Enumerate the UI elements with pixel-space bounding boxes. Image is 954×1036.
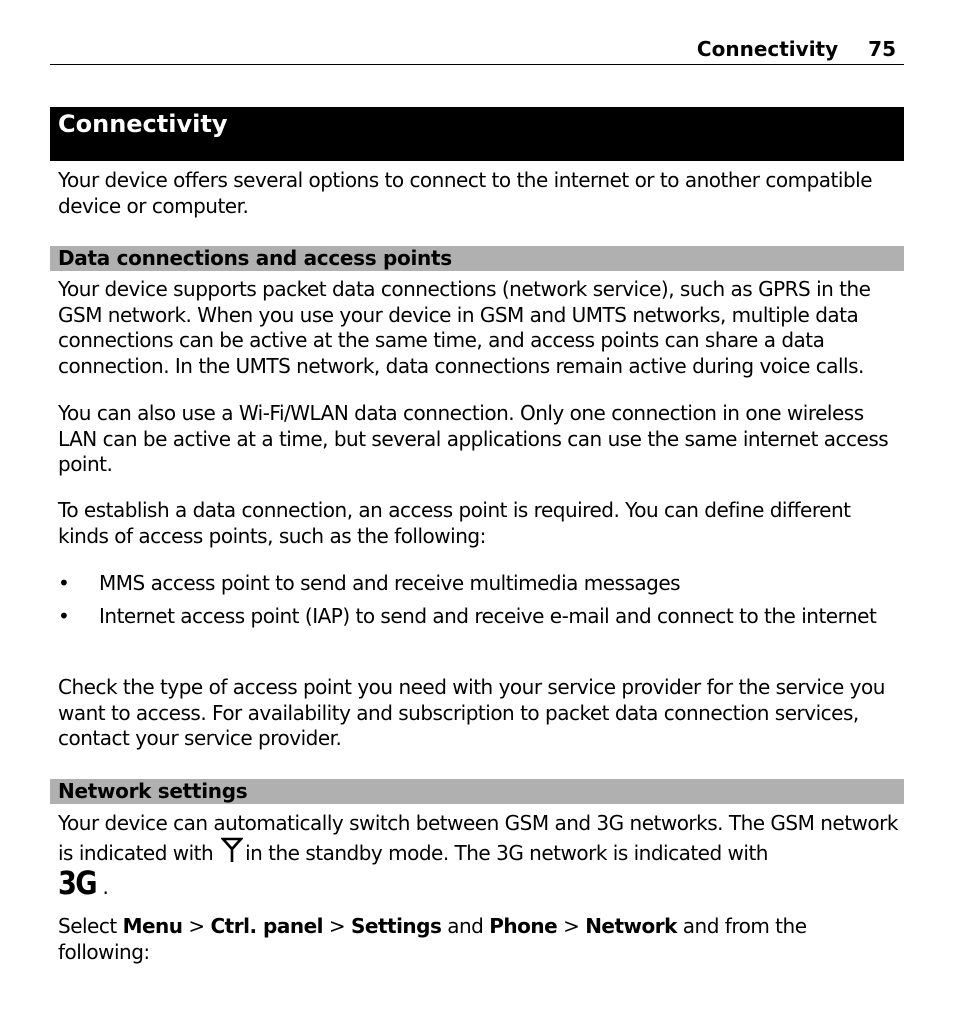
page-number: 75 xyxy=(868,37,896,61)
path-separator: > xyxy=(563,914,586,938)
chapter-title: Connectivity xyxy=(50,107,904,161)
network-settings-paragraph-2 xyxy=(58,914,903,965)
section-heading-network-settings: Network settings xyxy=(50,779,904,804)
data-connections-paragraph-4: Check the type of access point you need with your service provider for the service you want to access. For availability and subscription to packet data connection services, contact your service provider. xyxy=(58,675,885,751)
network-text-middle: in the standby mode. The 3G network is indicated with xyxy=(245,840,768,865)
bullet-text: Internet access point (IAP) to send and receive e-mail and connect to the internet xyxy=(99,604,877,628)
data-connections-paragraph-3: To establish a data connection, an access point is required. You can define different kinds of access points, such as the following: xyxy=(58,498,851,548)
and-word: and xyxy=(447,914,484,938)
running-title: Connectivity xyxy=(696,37,839,61)
running-header xyxy=(50,34,904,65)
path-separator: > xyxy=(188,914,211,938)
select-word: Select xyxy=(58,914,117,938)
menu-path-menu: Menu xyxy=(122,914,183,938)
network-text-start: Your device can automatically switch between GSM and 3G networks. The GSM network is indicated with xyxy=(58,811,898,865)
data-connections-paragraph-2: You can also use a Wi-Fi/WLAN data connection. Only one connection in one wireless LAN can be active at a time, but several applications can use the same internet access point. xyxy=(58,401,889,477)
bullet-symbol: • xyxy=(58,571,70,595)
list-item xyxy=(58,603,903,629)
menu-path-ctrl-panel: Ctrl. panel xyxy=(210,914,323,938)
data-connections-paragraph-1: Your device supports packet data connections (network service), such as GPRS in the GSM network. When you use your device in GSM and UMTS networks, multiple data connections can be active at the same time, and access points can share a data connection. In the UMTS network, data connections remain active during voice calls. xyxy=(58,277,871,378)
section-heading-data-connections: Data connections and access points xyxy=(50,246,904,271)
menu-path-settings: Settings xyxy=(350,914,442,938)
3g-network-icon: 3G xyxy=(58,864,96,903)
menu-path-network: Network xyxy=(585,914,677,938)
antenna-icon xyxy=(221,837,243,870)
menu-path-phone: Phone xyxy=(489,914,558,938)
bullet-symbol: • xyxy=(58,604,70,628)
bullet-text: MMS access point to send and receive multimedia messages xyxy=(99,571,681,595)
network-text-end: . xyxy=(102,875,109,900)
path-separator: > xyxy=(328,914,351,938)
list-item xyxy=(58,570,903,596)
network-settings-paragraph-1 xyxy=(58,811,903,901)
path-tail: and from the following: xyxy=(58,914,807,964)
chapter-intro: Your device offers several options to connect to the internet or to another compatible device or computer. xyxy=(58,168,873,218)
